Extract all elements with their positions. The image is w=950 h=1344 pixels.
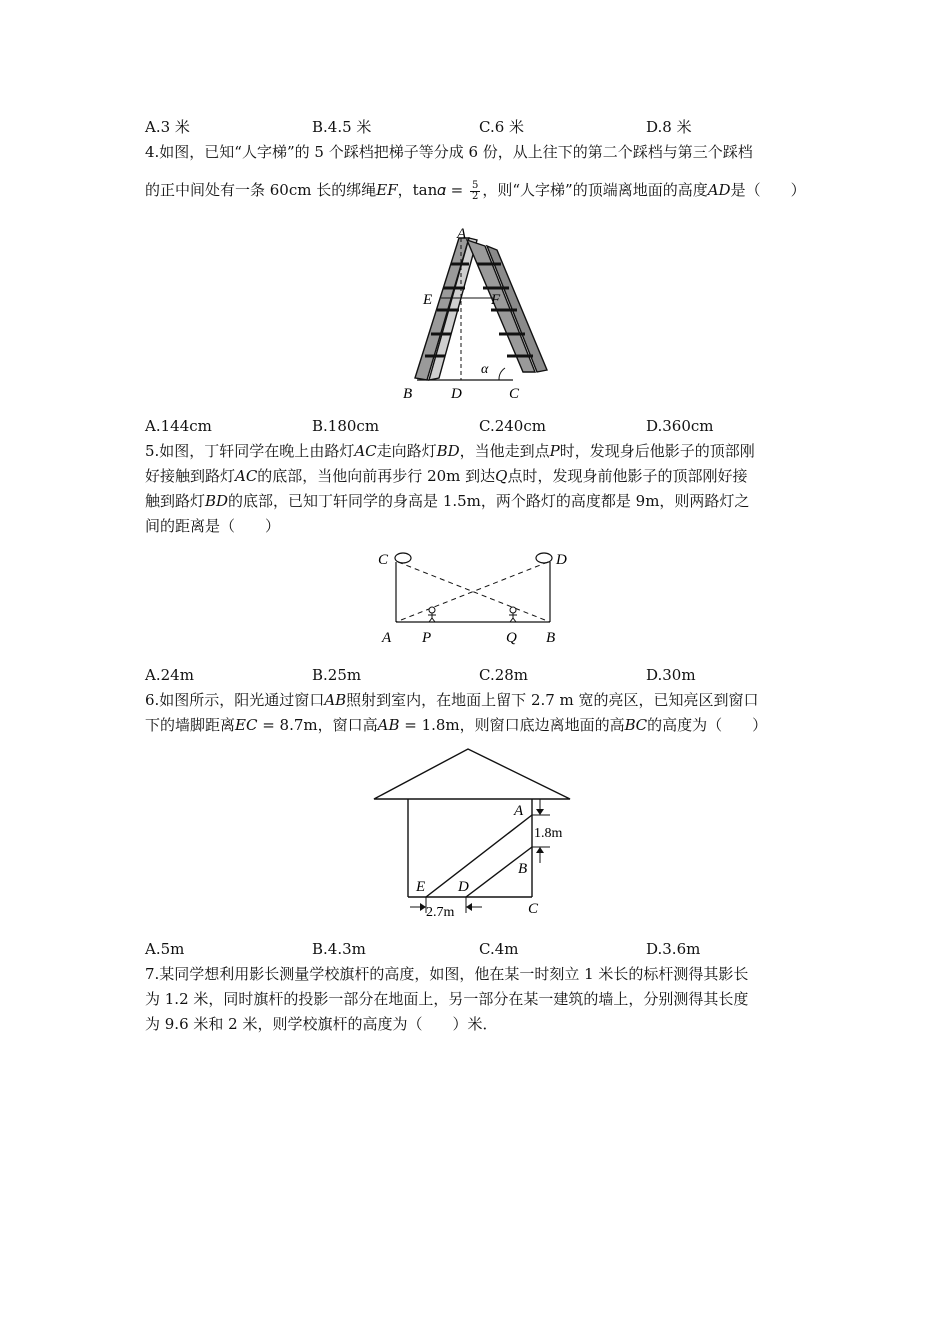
q5-label-c: C — [378, 552, 389, 568]
q6-label-a: A — [514, 803, 524, 819]
q6-ab-arrowhead-bottom — [536, 847, 544, 853]
q4-frac-num: 5 — [472, 179, 479, 191]
q5-option-d: D.30m — [646, 666, 696, 684]
q6-text-line1: 6.如图所示，阳光通过窗口𝐴𝐵照射到室内，在地面上留下 2.7 m 宽的亮区，已知亮区到窗口 — [145, 691, 759, 709]
q5-option-a: A.24m — [145, 666, 194, 684]
q6-option-c: C.4m — [479, 940, 519, 958]
q4-tan-fraction — [470, 181, 480, 202]
q6-option-d: D.3.6m — [646, 940, 701, 958]
q5-ray-c-to-b — [398, 562, 550, 622]
q5-option-b: B.25m — [312, 666, 362, 684]
q4-option-b: B.180cm — [312, 417, 380, 435]
q4-label-b: B — [403, 386, 413, 402]
q6-options — [145, 939, 825, 959]
q5-person-p-icon — [428, 607, 436, 622]
q5-text-line1: 5.如图，丁轩同学在晚上由路灯𝐴𝐶走向路灯𝐵𝐷，当他走到点𝑃时，发现身后他影子的顶部刚 — [145, 442, 755, 460]
q5-person-q-icon — [509, 607, 517, 622]
q5-ray-d-to-a — [396, 562, 548, 622]
q5-option-c: C.28m — [479, 666, 529, 684]
q4-label-a: A — [457, 226, 467, 242]
q4-alpha-arc — [499, 368, 505, 380]
q7-text-line2: 为 1.2 米，同时旗杆的投影一部分在地面上，另一部分在某一建筑的墙上，分别测得其长度 — [145, 990, 749, 1008]
q4-label-c: C — [509, 386, 520, 402]
q7-text-line1: 7.某同学想利用影长测量学校旗杆的高度，如图，他在某一时刻立 1 米长的标杆测得其影长 — [145, 965, 749, 983]
q4-label-e: E — [423, 292, 433, 308]
q6-label-ed-length: 2.7m — [426, 905, 455, 920]
q6-label-c: C — [528, 901, 539, 917]
q4-frac-den: 2 — [472, 190, 479, 202]
q5-lamp-d-icon — [536, 553, 552, 563]
q7-text-line3: 为 9.6 米和 2 米，则学校旗杆的高度为（ ）米． — [145, 1015, 498, 1033]
q3-option-a: A.3 米 — [145, 118, 190, 136]
q5-label-q: Q — [506, 630, 517, 646]
q6-ed-arrowhead-right — [466, 903, 472, 911]
q4-ladder-figure — [395, 222, 555, 402]
q6-label-e: E — [416, 879, 426, 895]
q3-options — [145, 117, 825, 137]
q5-text-line2: 好接触到路灯𝐴𝐶的底部，当他向前再步行 20m 到达𝑄点时，发现身前他影子的顶部刚好接 — [145, 467, 748, 485]
q6-label-d: D — [458, 879, 469, 895]
q6-ab-arrowhead-top — [536, 809, 544, 815]
q5-label-p: P — [422, 630, 432, 646]
q5-text-line4: 间的距离是（ ） — [145, 517, 281, 535]
q5-streetlight-figure — [370, 544, 580, 650]
q4-text-line2-after: ，则“人字梯”的顶端离地面的高度𝐴𝐷是（ ） — [482, 181, 806, 199]
q4-text-line2 — [145, 180, 806, 202]
q3-option-c: C.6 米 — [479, 118, 525, 136]
q5-options — [145, 665, 825, 685]
q5-text-line3: 触到路灯𝐵𝐷的底部，已知丁轩同学的身高是 1.5m，两个路灯的高度都是 9m，则两路灯之 — [145, 492, 750, 510]
q3-option-b: B.4.5 米 — [312, 118, 372, 136]
q6-text-line2: 下的墙脚距离𝐸𝐶 = 8.7m，窗口高𝐴𝐵 = 1.8m，则窗口底边离地面的高𝐵𝐶的高度为（ ） — [145, 716, 768, 734]
q6-label-ab-length: 1.8m — [534, 826, 563, 841]
q4-option-d: D.360cm — [646, 417, 714, 435]
q4-text-line1: 4.如图，已知“人字梯”的 5 个踩档把梯子等分成 6 份，从上往下的第二个踩档与第三个踩档 — [145, 143, 753, 161]
q4-label-d: D — [451, 386, 462, 402]
q5-lamp-c-icon — [395, 553, 411, 563]
q6-ray-a-e — [426, 815, 532, 897]
q6-option-b: B.4.3m — [312, 940, 366, 958]
q4-options — [145, 416, 825, 436]
q4-option-a: A.144cm — [145, 417, 212, 435]
q4-label-f: F — [491, 292, 501, 308]
q5-label-a: A — [382, 630, 392, 646]
q5-label-d: D — [556, 552, 567, 568]
q5-label-b: B — [546, 630, 556, 646]
q3-option-d: D.8 米 — [646, 118, 692, 136]
q4-label-alpha: α — [481, 362, 489, 377]
q6-label-b: B — [518, 861, 528, 877]
q4-text-line2-before: 的正中间处有一条 60cm 长的绑绳𝐸𝐹，tan𝛼 = — [145, 181, 469, 199]
q6-house-figure — [370, 745, 580, 923]
q6-roof — [374, 749, 570, 799]
q4-option-c: C.240cm — [479, 417, 546, 435]
q6-option-a: A.5m — [145, 940, 185, 958]
